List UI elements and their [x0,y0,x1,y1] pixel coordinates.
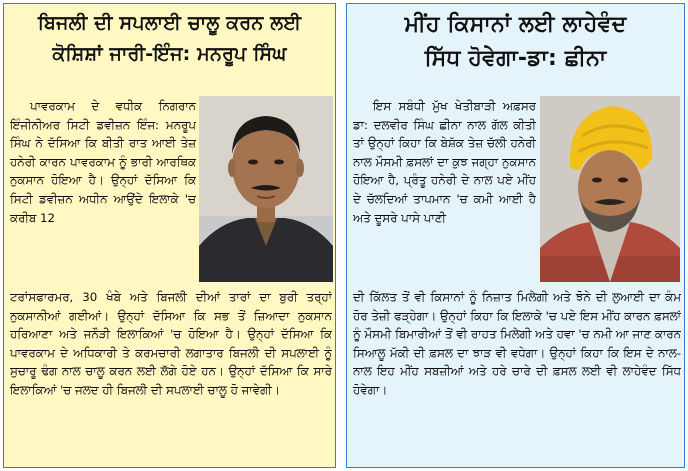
left-headline [4,4,335,70]
right-portrait-photo [540,96,680,282]
left-body-paragraph-2: ਟਰਾਂਸਫਾਰਮਰ, 30 ਖੰਬੇ ਅਤੇ ਬਿਜਲੀ ਦੀਆਂ ਤਾਰਾਂ ਦਾ ਬੁਰੀ ਤਰ੍ਹਾਂ ਨੁਕਸਾਨੀਆਂ ਗਈਆਂ। ਉਨ੍ਹਾਂ ਦੱਸਿਆ ਕਿ ਸਭ ਤੋਂ ਜ਼ਿਆਦਾ ਨੁਕਸਾਨ ਹਰਿਆਣਾ ਅਤੇ ਜਨੌੜੀ ਇਲਾਕਿਆਂ 'ਚ ਹੋਇਆ ਹੈ। ਉਨ੍ਹਾਂ ਦੱਸਿਆ ਕਿ ਪਾਵਰਕਾਮ ਦੇ ਅਧਿਕਾਰੀ ਤੇ ਕਰਮਚਾਰੀ ਲਗਾਤਾਰ ਬਿਜਲੀ ਦੀ ਸਪਲਾਈ ਨੂੰ ਸੁਚਾਰੂ ਢੰਗ ਨਾਲ ਚਾਲੂ ਕਰਨ ਲਈ ਲੱਗੇ ਹੋਏ ਹਨ। ਉਨ੍ਹਾਂ ਦੱਸਿਆ ਕਿ ਸਾਰੇ ਇਲਾਕਿਆਂ 'ਚ ਜਲਦ ਹੀ ਬਿਜਲੀ ਦੀ ਸਪਲਾਈ ਚਾਲੂ ਹੋ ਜਾਵੇਗੀ। [10,290,332,397]
right-body-paragraph-2: ਦੀ ਕਿੱਲਤ ਤੋਂ ਵੀ ਕਿਸਾਨਾਂ ਨੂੰ ਨਿਜ਼ਾਤ ਮਿਲੇਗੀ ਅਤੇ ਝੋਨੇ ਦੀ ਲੁਆਈ ਦਾ ਕੰਮ ਹੋਰ ਤੇਜ਼ੀ ਫੜ੍ਹੇਗਾ। ਉਨ੍ਹਾਂ ਕਿਹਾ ਕਿ ਇਲਾਕੇ 'ਚ ਪਏ ਇਸ ਮੀਂਹ ਕਾਰਨ ਫ਼ਸਲਾਂ ਨੂੰ ਮੌਸਮੀ ਬਿਮਾਰੀਆਂ ਤੋਂ ਵੀ ਰਾਹਤ ਮਿਲੇਗੀ ਅਤੇ ਹਵਾ 'ਚ ਨਮੀ ਆ ਜਾਣ ਕਾਰਨ ਸਿਆਲੂ ਮੱਕੀ ਦੀ ਫ਼ਸਲ ਦਾ ਝਾੜ ਵੀ ਵਧੇਗਾ। ਉਨ੍ਹਾਂ ਕਿਹਾ ਕਿ ਇਸ ਦੇ ਨਾਲ-ਨਾਲ ਇਹ ਮੀਂਹ ਸਬਜ਼ੀਆਂ ਅਤੇ ਹਰੇ ਚਾਰੇ ਦੀ ਫ਼ਸਲ ਲਈ ਵੀ ਲਾਹੇਵੰਦ ਸਿੱਧ ਹੋਵੇਗਾ। [353,290,681,397]
right-headline-line2: ਸਿੱਧ ਹੋਵੇਗਾ-ਡਾ: ਛੀਨਾ [424,46,607,71]
left-body-full-width [10,288,332,466]
left-headline-line1: ਬਿਜਲੀ ਦੀ ਸਪਲਾਈ ਚਾਲੂ ਕਰਨ ਲਈ [37,12,302,34]
left-headline-line2: ਕੋਸ਼ਿਸ਼ਾਂ ਜਾਰੀ-ਇੰਜ: ਮਨਰੂਪ ਸਿੰਘ [52,43,287,65]
right-body-beside-photo [353,97,536,283]
right-article [346,3,685,468]
right-body-paragraph-1: ਇਸ ਸਬੰਧੀ ਮੁੱਖ ਖੇਤੀਬਾੜੀ ਅਫ਼ਸਰ ਡਾ: ਦਲਵੀਰ ਸਿੰਘ ਛੀਨਾ ਨਾਲ ਗੱਲ ਕੀਤੀ ਤਾਂ ਉਨ੍ਹਾਂ ਕਿਹਾ ਕਿ ਬੇਸ਼ੱਕ ਤੇਜ਼ ਚੱਲੀ ਹਨੇਰੀ ਨਾਲ ਮੌਸਮੀ ਫ਼ਸਲਾਂ ਦਾ ਕੁਝ ਜਗ੍ਹਾ ਨੁਕਸਾਨ ਹੋਇਆ ਹੈ, ਪ੍ਰੰਤੂ ਹਨੇਰੀ ਦੇ ਨਾਲ ਪਏ ਮੀਂਹ ਦੇ ਚੱਲਦਿਆਂ ਤਾਪਮਾਨ 'ਚ ਕਮੀ ਆਈ ਹੈ ਅਤੇ ਦੂਸਰੇ ਪਾਸੇ ਪਾਣੀ [353,99,536,225]
right-headline [347,4,684,76]
left-body-paragraph-1: ਪਾਵਰਕਾਮ ਦੇ ਵਧੀਕ ਨਿਗਰਾਨ ਇੰਜੀਨੀਅਰ ਸਿਟੀ ਡਵੀਜ਼ਨ ਇੰਜ: ਮਨਰੂਪ ਸਿੰਘ ਨੇ ਦੱਸਿਆ ਕਿ ਬੀਤੀ ਰਾਤ ਆਈ ਤੇਜ਼ ਹਨੇਰੀ ਕਾਰਨ ਪਾਵਰਕਾਮ ਨੂੰ ਭਾਰੀ ਆਰਥਿਕ ਨੁਕਸਾਨ ਹੋਇਆ ਹੈ। ਉਨ੍ਹਾਂ ਦੱਸਿਆ ਕਿ ਸਿਟੀ ਡਵੀਜ਼ਨ ਅਧੀਨ ਆਉਂਦੇ ਇਲਾਕੇ 'ਚ ਕਰੀਬ 12 [10,99,196,225]
right-body-full-width [353,288,681,466]
left-portrait-photo [199,96,333,282]
right-headline-line1: ਮੀਂਹ ਕਿਸਾਨਾਂ ਲਈ ਲਾਹੇਵੰਦ [404,12,627,37]
left-article [3,3,336,468]
left-body-beside-photo [10,97,196,283]
